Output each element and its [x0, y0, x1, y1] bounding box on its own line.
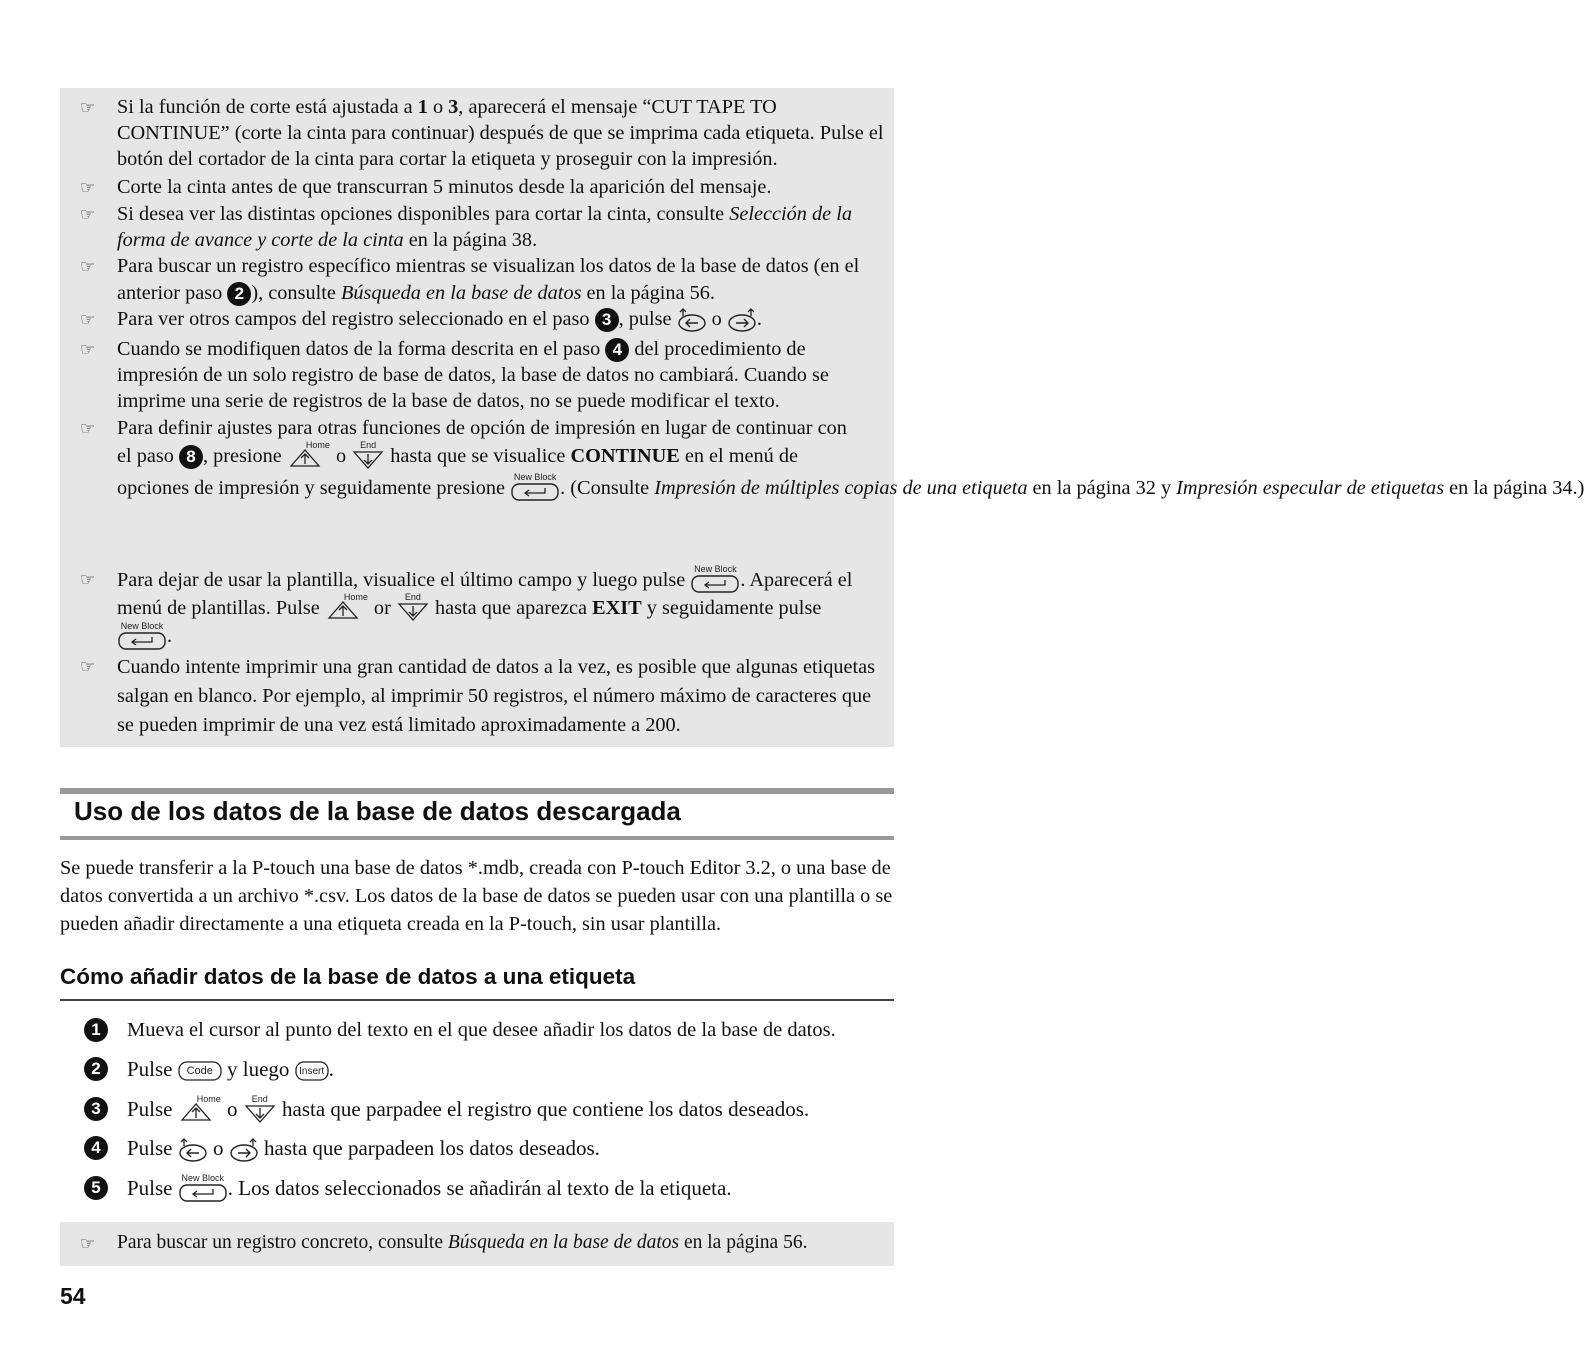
step-number-badge: 3	[595, 308, 619, 332]
pointing-hand-icon: ☞	[80, 178, 96, 198]
step-item	[84, 1016, 904, 1046]
left-arrow-key-icon	[178, 1138, 208, 1162]
pointing-hand-icon: ☞	[80, 98, 96, 118]
pointing-hand-icon: ☞	[80, 657, 96, 677]
down-end-key-icon: End	[351, 444, 385, 470]
tip-item	[60, 1230, 894, 1260]
pointing-hand-icon: ☞	[80, 205, 96, 225]
subsection-rule	[60, 999, 894, 1001]
tip-text: Para buscar un registro concreto, consulte Búsqueda en la base de datos en la página 56.	[117, 1232, 808, 1253]
note-text: Para ver otros campos del registro seleccionado en el paso 3 , pulse o .	[117, 306, 887, 332]
right-arrow-key-icon	[727, 308, 757, 332]
step-number-badge: 3	[84, 1097, 108, 1121]
code-key-icon: Code	[178, 1060, 222, 1082]
step-number-badge: 2	[227, 282, 251, 306]
note-text: Cuando se modifiquen datos de la forma descrita en el paso 4 del procedimiento de impresión de un solo registro de base de datos, la base de datos no cambiará. Cuando se imprime una serie de registros de la base de datos, no se puede modificar el texto.	[117, 338, 829, 413]
note-text: Para dejar de usar la plantilla, visualice el último campo y luego pulse New Block . Aparecerá el menú de plantillas. Pulse Home or End hasta que aparezca EXIT y seguidamente pulse New Block .	[117, 566, 887, 650]
step-text: Pulse Code y luego Insert .	[127, 1057, 334, 1081]
step-number-badge: 1	[84, 1018, 108, 1042]
note-text: Para buscar un registro específico mientras se visualizan los datos de la base de datos (en el anterior paso 2 ), consulte Búsqueda en la base de datos en la página 56.	[117, 253, 887, 307]
note-item	[60, 174, 894, 200]
note-item	[60, 566, 894, 652]
pointing-hand-icon: ☞	[80, 310, 96, 330]
step-number-badge: 2	[84, 1057, 108, 1081]
note-item	[60, 415, 1584, 565]
up-home-key-icon: Home	[178, 1098, 222, 1124]
step-number-badge: 4	[605, 338, 629, 362]
pointing-hand-icon: ☞	[80, 419, 96, 439]
note-item	[60, 336, 894, 416]
pointing-hand-icon: ☞	[80, 340, 96, 360]
note-item	[60, 653, 894, 743]
step-number-badge: 5	[84, 1176, 108, 1200]
step-number-badge: 4	[84, 1136, 108, 1160]
left-arrow-key-icon	[677, 308, 707, 332]
step-item	[84, 1134, 904, 1164]
step-text: Pulse Home o End hasta que parpadee el registro que contiene los datos deseados.	[127, 1095, 809, 1124]
note-item	[60, 94, 894, 174]
note-item	[60, 201, 894, 253]
enter-new-block-key-icon: New Block	[178, 1178, 228, 1202]
up-home-key-icon: Home	[325, 596, 369, 622]
right-arrow-key-icon	[229, 1138, 259, 1162]
step-item	[84, 1095, 904, 1125]
note-item	[60, 253, 894, 309]
pointing-hand-icon: ☞	[80, 257, 96, 277]
step-text: Pulse o hasta que parpadeen los datos deseados.	[127, 1134, 600, 1162]
page-number: 54	[60, 1283, 86, 1309]
note-text: Si la función de corte está ajustada a 1 o 3, aparecerá el mensaje “CUT TAPE TO CONTINUE” (corte la cinta para continuar) después de que se imprima cada etiqueta. Pulse el botón del cortador de la cinta para cortar la etiqueta y proseguir con la impresión.	[117, 96, 884, 170]
step-text: Pulse New Block . Los datos seleccionados se añadirán al texto de la etiqueta.	[127, 1174, 732, 1202]
down-end-key-icon: End	[396, 596, 430, 622]
note-item	[60, 306, 894, 336]
enter-new-block-key-icon: New Block	[690, 569, 740, 593]
section-rule-bottom	[60, 836, 894, 840]
step-item	[84, 1174, 904, 1204]
enter-new-block-key-icon: New Block	[510, 477, 560, 501]
up-home-key-icon: Home	[287, 444, 331, 470]
note-text: Si desea ver las distintas opciones disponibles para cortar la cinta, consulte Selección de la forma de avance y corte de la cinta en la página 38.	[117, 203, 852, 251]
subsection-title: Cómo añadir datos de la base de datos a una etiqueta	[60, 964, 636, 989]
step-text: Mueva el cursor al punto del texto en el que desee añadir los datos de la base de datos.	[127, 1019, 836, 1041]
pointing-hand-icon: ☞	[80, 570, 96, 590]
step-item	[84, 1055, 904, 1085]
section-title: Uso de los datos de la base de datos descargada	[74, 796, 681, 826]
note-text: Para definir ajustes para otras funciones de opción de impresión en lugar de continuar con el paso 8 , presione Home o End hasta que se visualice CONTINUE en el menú de opciones de impresión y seguidamente presione New Block . (Consulte Impresión de múltiples copias de una etiqueta en la página 32 y Impresión especular de etiquetas en la página 34.)	[117, 415, 887, 503]
note-text: Cuando intente imprimir una gran cantidad de datos a la vez, es posible que algunas etiquetas salgan en blanco. Por ejemplo, al imprimir 50 registros, el número máximo de caracteres que se pueden imprimir de una vez está limitado aproximadamente a 200.	[117, 656, 876, 736]
step-number-badge: 8	[179, 445, 203, 469]
pointing-hand-icon: ☞	[80, 1234, 96, 1254]
note-text: Corte la cinta antes de que transcurran 5 minutos desde la aparición del mensaje.	[117, 176, 772, 198]
intro-paragraph: Se puede transferir a la P-touch una base de datos *.mdb, creada con P-touch Editor 3.2, o una base de datos convertida a un archivo *.csv. Los datos de la base de datos se pueden usar con una plantilla o se pueden añadir directamente a una etiqueta creada en la P-touch, sin usar plantilla.	[60, 857, 893, 935]
insert-key-icon: Insert	[295, 1060, 329, 1082]
enter-new-block-key-icon: New Block	[117, 626, 167, 650]
down-end-key-icon: End	[243, 1098, 277, 1124]
